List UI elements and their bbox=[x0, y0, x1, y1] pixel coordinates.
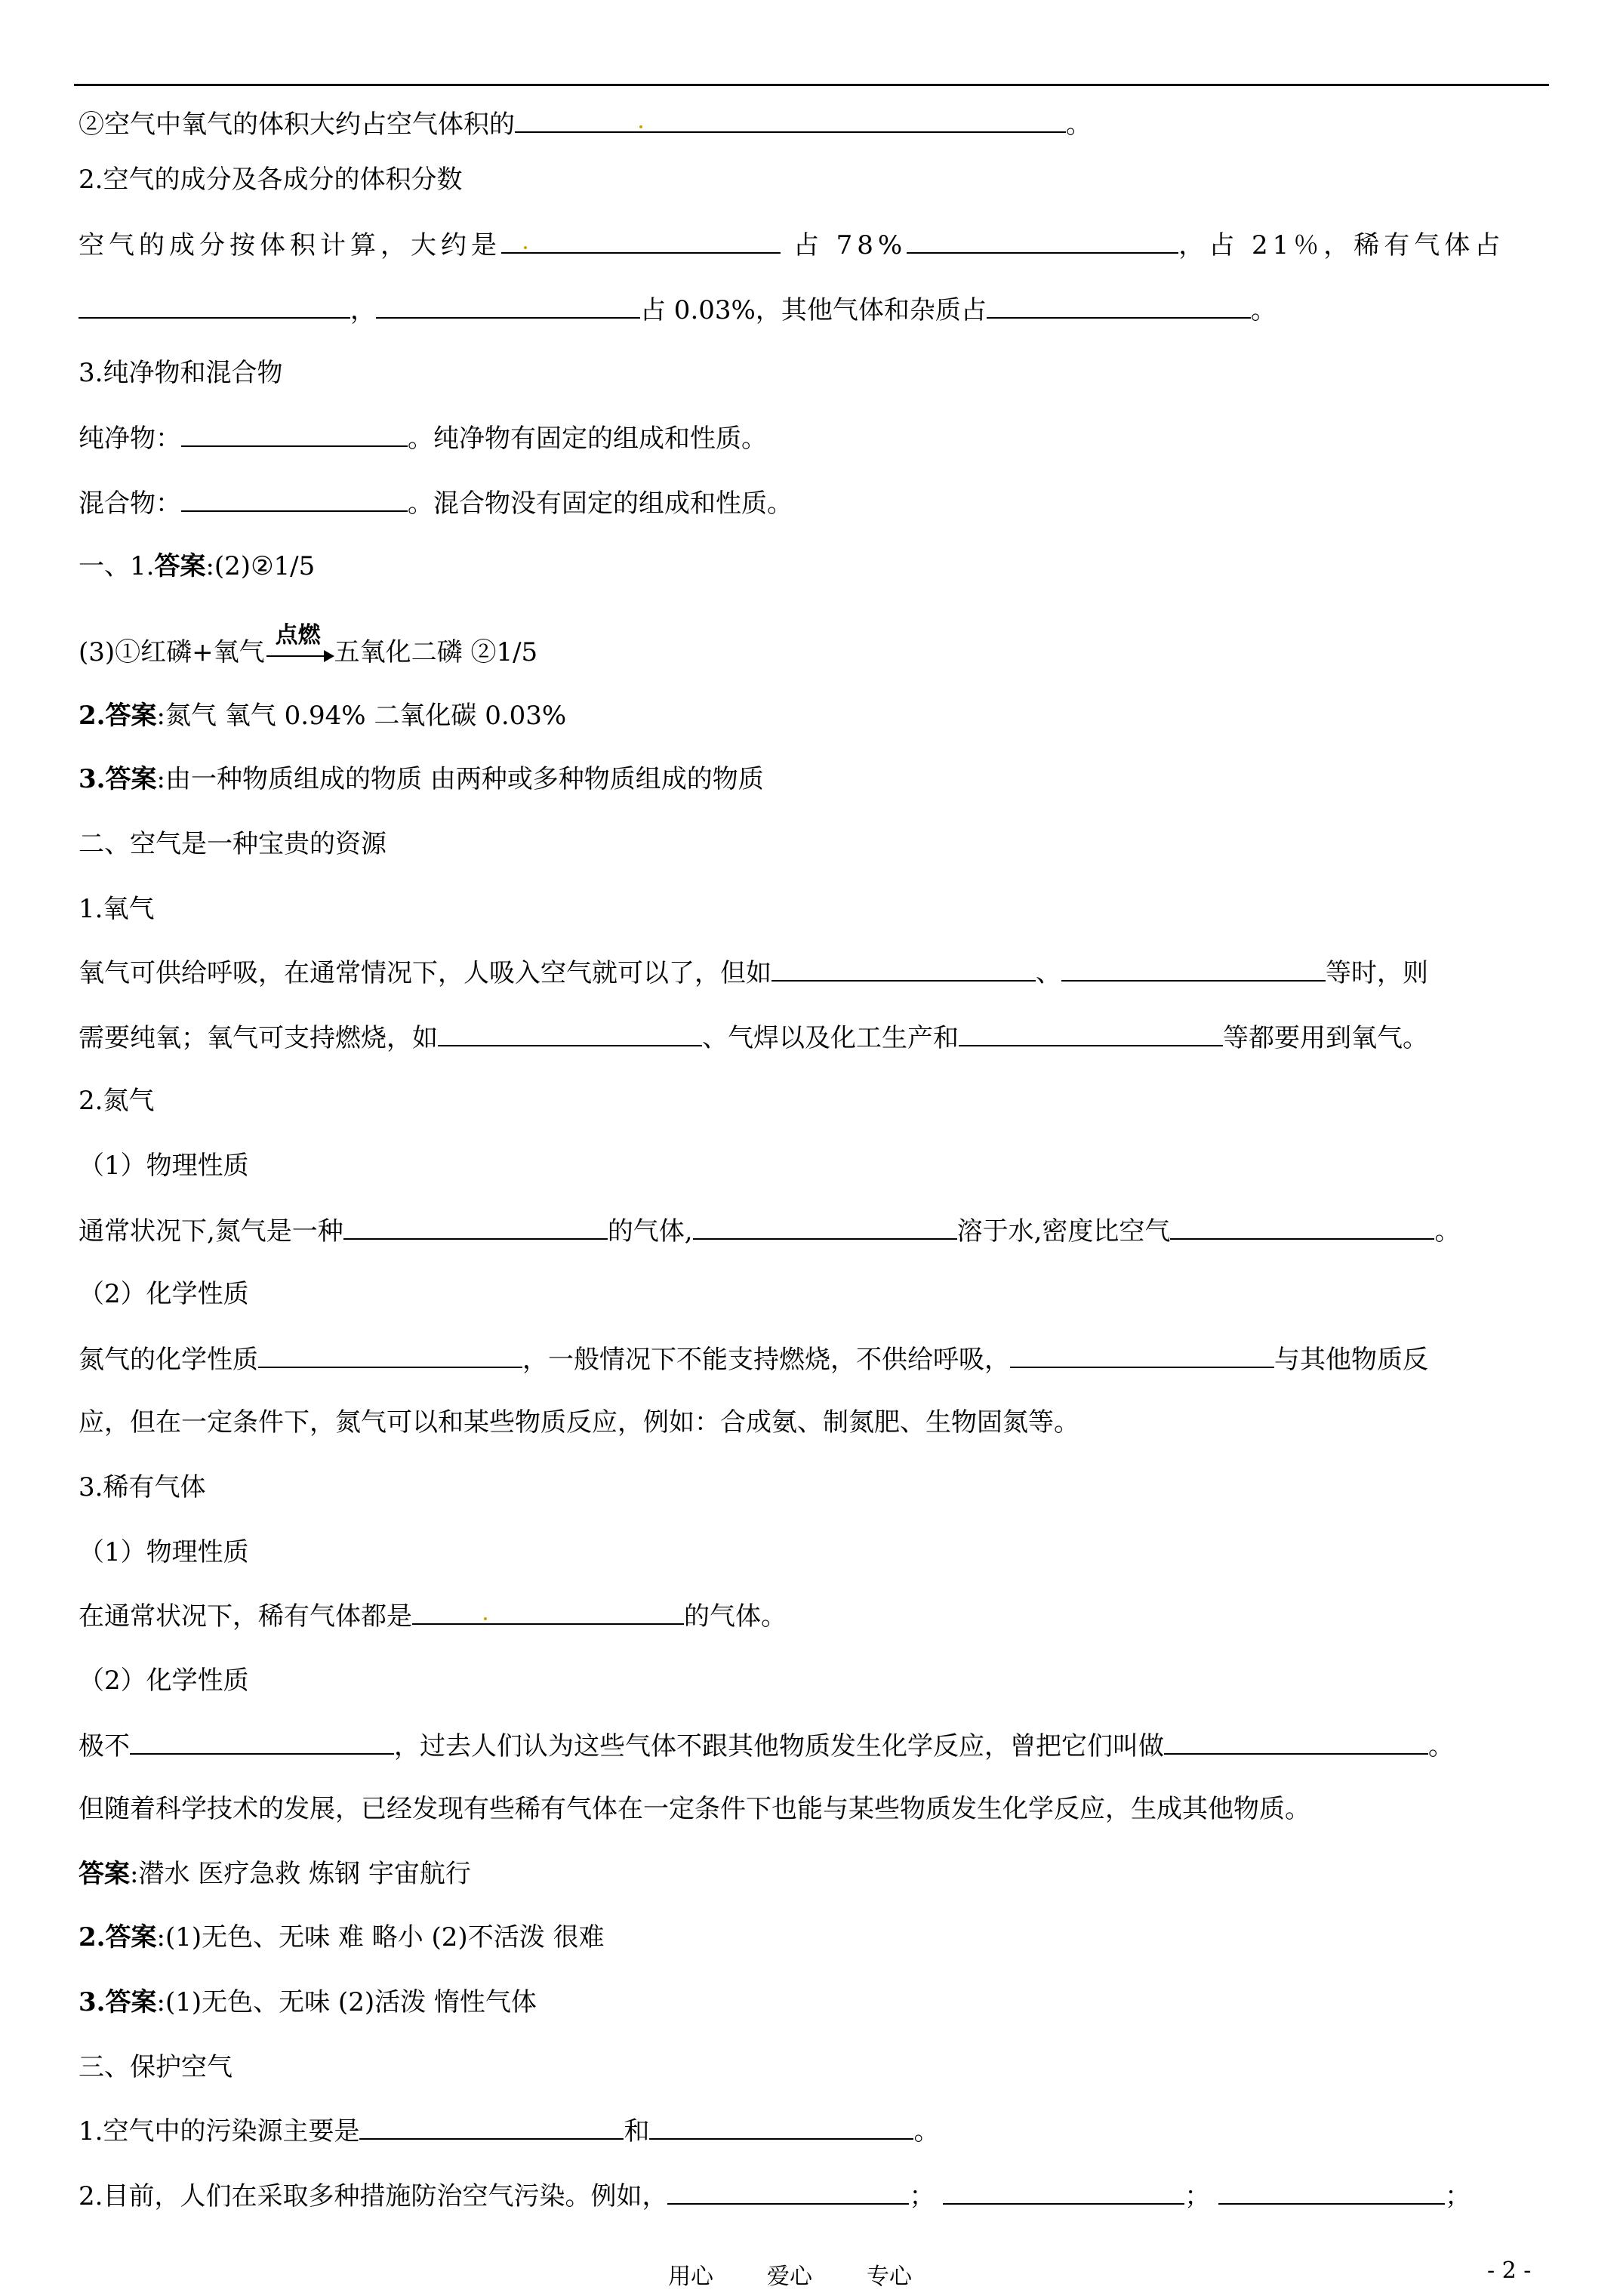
fill-blank[interactable] bbox=[1164, 1729, 1428, 1755]
line-composition-2 bbox=[79, 293, 1277, 327]
text: 。纯净物有固定的组成和性质。 bbox=[408, 424, 767, 454]
answer-label: 答案 bbox=[79, 1859, 130, 1889]
subheading-chemical: （2）化学性质 bbox=[79, 1279, 249, 1309]
fill-blank[interactable] bbox=[438, 1021, 702, 1046]
line-composition bbox=[79, 228, 1504, 262]
fill-blank[interactable] bbox=[907, 228, 1178, 254]
subheading-chemical-2: （2）化学性质 bbox=[79, 1666, 249, 1696]
text: 氧气可供给呼吸，在通常情况下，人吸入空气就可以了，但如 bbox=[79, 958, 771, 988]
text: ，占 21％，稀有气体占 bbox=[1178, 230, 1505, 260]
text: :氮气 氧气 0.94% 二氧化碳 0.03% bbox=[156, 701, 567, 731]
text: :潜水 医疗急救 炼钢 宇宙航行 bbox=[130, 1859, 471, 1889]
text: :(1)无色、无味 难 略小 (2)不活泼 很难 bbox=[156, 1922, 605, 1952]
answer-oxygen bbox=[79, 1857, 471, 1891]
fill-blank[interactable] bbox=[343, 1214, 608, 1240]
answer-2 bbox=[79, 699, 566, 732]
subheading-physical-2: （1）物理性质 bbox=[79, 1537, 249, 1567]
text: :(1)无色、无味 (2)活泼 惰性气体 bbox=[156, 1987, 537, 2017]
fill-blank[interactable] bbox=[181, 421, 408, 447]
answer-label: 答案 bbox=[154, 551, 206, 581]
fill-blank[interactable] bbox=[987, 293, 1251, 319]
heading-oxygen: 1.氧气 bbox=[79, 894, 155, 924]
text: 氮气的化学性质 bbox=[79, 1345, 258, 1375]
line-nitrogen-physical bbox=[79, 1214, 1460, 1248]
text: ②空气中氧气的体积大约占空气体积的 bbox=[79, 109, 515, 140]
text: 、气焊以及化工生产和 bbox=[702, 1023, 959, 1053]
answer-3 bbox=[79, 763, 764, 796]
line-pollution-measures bbox=[79, 2179, 1471, 2213]
text: 。 bbox=[1428, 1731, 1454, 1761]
text: ，一般情况下不能支持燃烧，不供给呼吸， bbox=[522, 1345, 1010, 1375]
text: ，过去人们认为这些气体不跟其他物质发生化学反应，曾把它们叫做 bbox=[394, 1731, 1164, 1761]
text: 2.目前，人们在采取多种措施防治空气污染。例如， bbox=[79, 2181, 668, 2211]
text: 的气体。 bbox=[684, 1601, 787, 1632]
text: 占 78% bbox=[793, 230, 907, 260]
text: 混合物： bbox=[79, 488, 181, 519]
fill-blank[interactable] bbox=[79, 293, 350, 319]
fill-blank[interactable] bbox=[943, 2179, 1184, 2205]
footer-text: 用心 bbox=[668, 2264, 713, 2290]
text: 极不 bbox=[79, 1731, 130, 1761]
line-pure-substance bbox=[79, 421, 767, 455]
fill-blank[interactable] bbox=[771, 956, 1036, 982]
section-3-heading: 三、保护空气 bbox=[79, 2052, 233, 2082]
fill-blank[interactable] bbox=[258, 1342, 522, 1368]
text: 。混合物没有固定的组成和性质。 bbox=[408, 488, 793, 519]
answer-label: 3.答案 bbox=[79, 1987, 157, 2017]
section-2-heading: 二、空气是一种宝贵的资源 bbox=[79, 829, 387, 859]
heading-nitrogen: 2.氮气 bbox=[79, 1086, 155, 1116]
answer-noble bbox=[79, 1986, 537, 2019]
line-mixture bbox=[79, 486, 793, 520]
arrow-condition: 点燃 bbox=[275, 622, 321, 649]
line-pollution-sources bbox=[79, 2114, 939, 2148]
text: 。 bbox=[913, 2116, 940, 2147]
text: 。 bbox=[1250, 295, 1277, 325]
text: 在通常状况下，稀有气体都是 bbox=[79, 1601, 412, 1632]
heading-pure-mixture: 3.纯净物和混合物 bbox=[79, 358, 283, 388]
text: 通常状况下,氮气是一种 bbox=[79, 1216, 343, 1247]
text: 占 0.03%，其他气体和杂质占 bbox=[640, 295, 987, 325]
fill-blank[interactable] bbox=[693, 1214, 957, 1240]
page-number: - 2 - bbox=[1487, 2257, 1532, 2284]
fill-blank[interactable] bbox=[376, 293, 640, 319]
line-nitrogen-chemical-2: 应，但在一定条件下，氮气可以和某些物质反应，例如：合成氨、制氮肥、生物固氮等。 bbox=[79, 1407, 1079, 1438]
text: 1.空气中的污染源主要是 bbox=[79, 2116, 360, 2147]
fill-blank[interactable] bbox=[412, 1599, 556, 1625]
text: 溶于水,密度比空气 bbox=[956, 1216, 1171, 1247]
answer-1 bbox=[79, 550, 315, 583]
page-footer bbox=[0, 2257, 1623, 2291]
text: ， bbox=[350, 295, 376, 325]
fill-blank[interactable] bbox=[1170, 1214, 1434, 1240]
line-noble-chemical bbox=[79, 1729, 1454, 1763]
line-oxygen-uses bbox=[79, 956, 1428, 990]
text: :(2)②1/5 bbox=[205, 551, 316, 581]
fill-blank[interactable] bbox=[959, 1021, 1223, 1046]
answer-reaction bbox=[79, 622, 538, 669]
text: 和 bbox=[624, 2116, 650, 2147]
line-noble-chemical-2: 但随着科学技术的发展，已经发现有些稀有气体在一定条件下也能与某些物质发生化学反应，生成其他物质。 bbox=[79, 1794, 1310, 1824]
text: 需要纯氧；氧气可支持燃烧，如 bbox=[79, 1023, 438, 1053]
fill-blank[interactable] bbox=[359, 2114, 624, 2140]
fill-blank[interactable] bbox=[1010, 1342, 1274, 1368]
fill-blank[interactable] bbox=[1061, 956, 1326, 982]
text: 。 bbox=[1066, 109, 1092, 140]
fill-blank[interactable] bbox=[667, 2179, 909, 2205]
fill-blank[interactable] bbox=[1218, 2179, 1445, 2205]
text: :由一种物质组成的物质 由两种或多种物质组成的物质 bbox=[156, 764, 764, 794]
text: 。 bbox=[1434, 1216, 1461, 1247]
reaction-arrow-icon bbox=[265, 622, 334, 669]
text: 一、1. bbox=[79, 551, 155, 581]
fill-blank[interactable] bbox=[556, 1599, 684, 1625]
text: 空气的成分按体积计算，大约是 bbox=[79, 230, 501, 260]
fill-blank[interactable] bbox=[181, 486, 408, 512]
fill-blank[interactable] bbox=[764, 107, 1066, 133]
text: ； bbox=[1445, 2181, 1471, 2211]
text: (3)①红磷+氧气 bbox=[79, 637, 265, 667]
line-noble-physical bbox=[79, 1599, 787, 1633]
answer-nitrogen bbox=[79, 1921, 605, 1954]
heading-noble-gases: 3.稀有气体 bbox=[79, 1472, 206, 1502]
text: 等都要用到氧气。 bbox=[1223, 1023, 1428, 1053]
text: 等时，则 bbox=[1326, 958, 1428, 988]
text: 的气体, bbox=[607, 1216, 693, 1247]
fill-blank[interactable] bbox=[130, 1729, 394, 1755]
fill-blank[interactable] bbox=[649, 2114, 913, 2140]
answer-label: 2.答案 bbox=[79, 701, 157, 731]
line-oxygen-volume bbox=[79, 107, 1092, 141]
answer-label: 3.答案 bbox=[79, 764, 157, 794]
text: 、 bbox=[1036, 958, 1061, 988]
line-oxygen-uses-2 bbox=[79, 1021, 1428, 1055]
text: ； bbox=[909, 2181, 935, 2211]
fill-blank[interactable] bbox=[515, 107, 764, 133]
text: ； bbox=[1184, 2181, 1211, 2211]
text: 与其他物质反 bbox=[1274, 1345, 1428, 1375]
footer-text: 爱心 bbox=[767, 2264, 812, 2290]
answer-label: 2.答案 bbox=[79, 1922, 157, 1952]
text: 五氧化二磷 ②1/5 bbox=[334, 637, 538, 667]
heading-air-composition: 2.空气的成分及各成分的体积分数 bbox=[79, 165, 463, 195]
text: 纯净物： bbox=[79, 424, 181, 454]
subheading-physical: （1）物理性质 bbox=[79, 1151, 249, 1181]
fill-blank[interactable] bbox=[547, 228, 781, 254]
line-nitrogen-chemical bbox=[79, 1342, 1428, 1376]
fill-blank[interactable] bbox=[501, 228, 547, 254]
top-rule bbox=[74, 84, 1549, 86]
footer-text: 专心 bbox=[867, 2264, 912, 2290]
